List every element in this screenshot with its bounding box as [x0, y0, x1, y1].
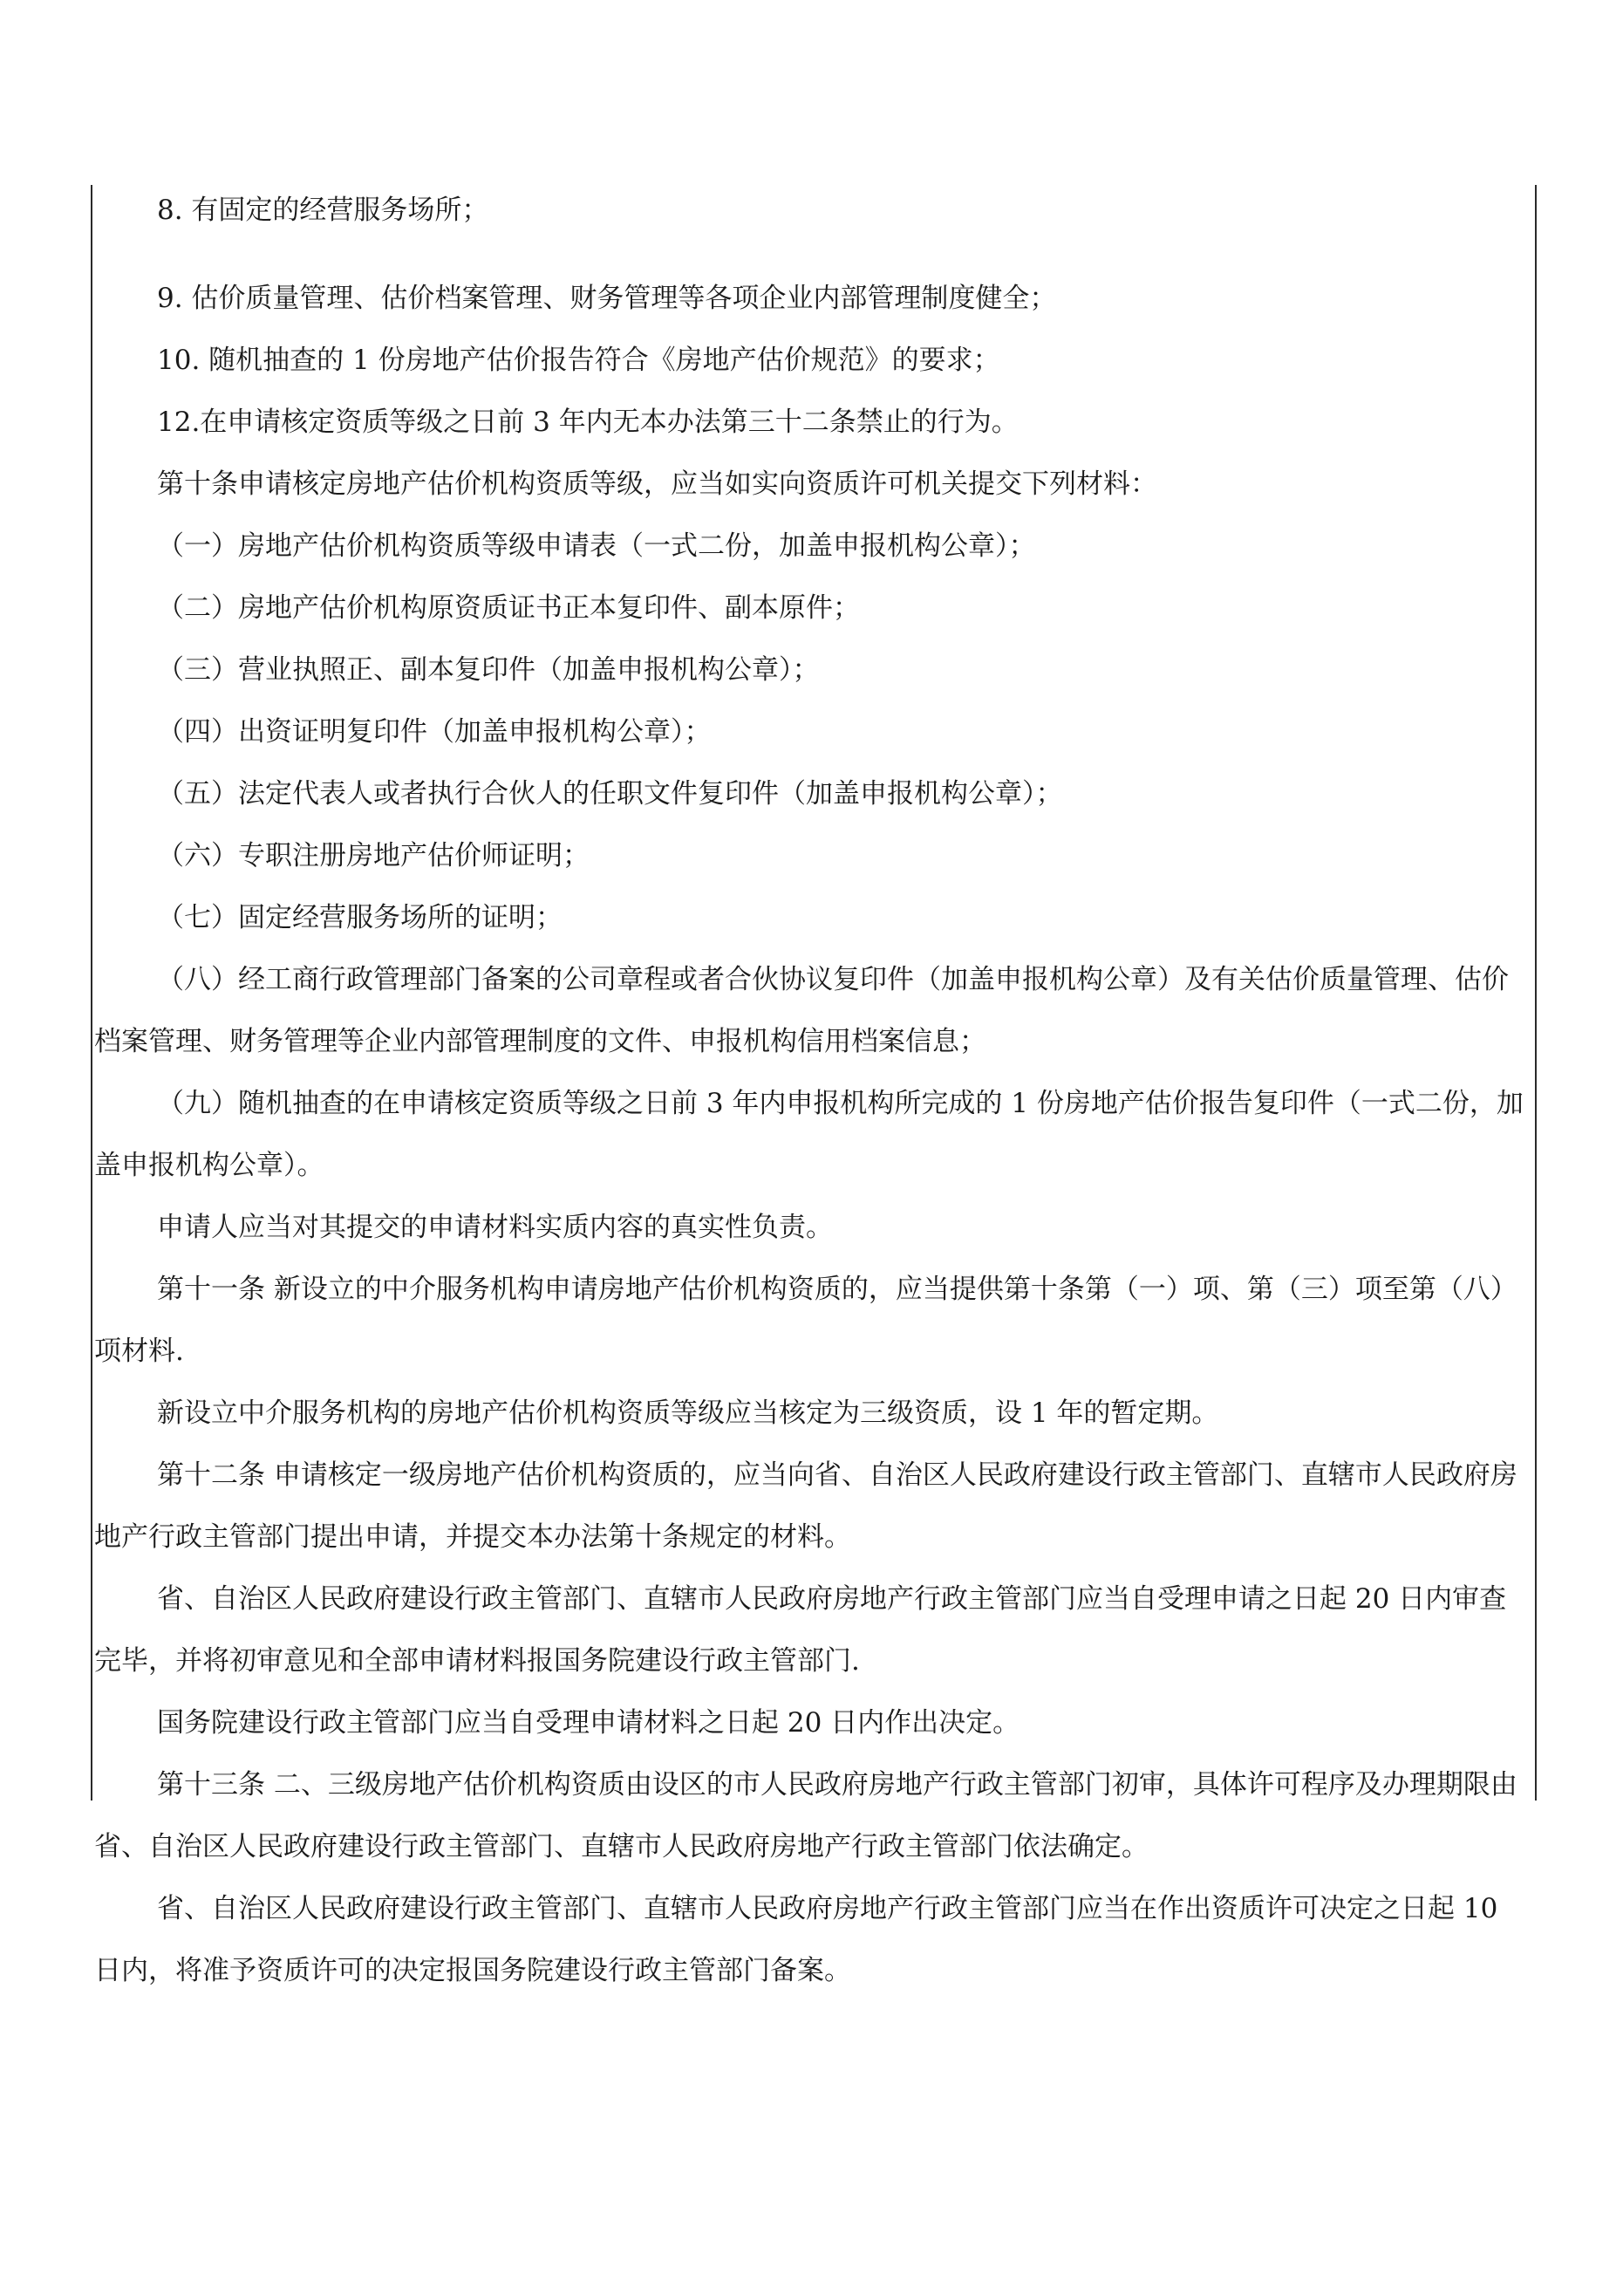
paragraph: 申请人应当对其提交的申请材料实质内容的真实性负责。: [157, 1212, 833, 1243]
paragraph: （九）随机抽查的在申请核定资质等级之日前 3 年内申报机构所完成的 1 份房地产估价报告复印件（一式二份，加盖申报机构公章）。: [94, 1088, 1524, 1181]
paragraph: 12.在申请核定资质等级之日前 3 年内无本办法第三十二条禁止的行为。: [157, 407, 1019, 438]
right-border-line: [1535, 185, 1537, 1801]
paragraph: （四）出资证明复印件（加盖申报机构公章）；: [157, 716, 712, 748]
paragraph: 8. 有固定的经营服务场所；: [157, 195, 489, 226]
paragraph: 省、自治区人民政府建设行政主管部门、直辖市人民政府房地产行政主管部门应当自受理申请之日起 20 日内审查完毕，并将初审意见和全部申请材料报国务院建设行政主管部门.: [94, 1583, 1507, 1677]
paragraph: 9. 估价质量管理、估价档案管理、财务管理等各项企业内部管理制度健全；: [157, 283, 1057, 314]
paragraph: （二）房地产估价机构原资质证书正本复印件、副本原件；: [157, 592, 860, 624]
paragraph: （五）法定代表人或者执行合伙人的任职文件复印件（加盖申报机构公章）；: [157, 778, 1063, 810]
paragraph: （六）专职注册房地产估价师证明；: [157, 840, 590, 871]
paragraph: （七）固定经营服务场所的证明；: [157, 902, 563, 933]
paragraph: （三）营业执照正、副本复印件（加盖申报机构公章）；: [157, 654, 820, 686]
paragraph: 第十三条 二、三级房地产估价机构资质由设区的市人民政府房地产行政主管部门初审，具体许可程序及办理期限由省、自治区人民政府建设行政主管部门、直辖市人民政府房地产行政主管部门依法确定。: [94, 1769, 1517, 1862]
document-body: [94, 180, 1530, 2002]
paragraph: （一）房地产估价机构资质等级申请表（一式二份，加盖申报机构公章）；: [157, 530, 1036, 562]
paragraph: 10. 随机抽查的 1 份房地产估价报告符合《房地产估价规范》的要求；: [157, 345, 1000, 376]
paragraph: 第十二条 申请核定一级房地产估价机构资质的，应当向省、自治区人民政府建设行政主管部门、直辖市人民政府房地产行政主管部门提出申请，并提交本办法第十条规定的材料。: [94, 1459, 1517, 1553]
paragraph: 省、自治区人民政府建设行政主管部门、直辖市人民政府房地产行政主管部门应当在作出资质许可决定之日起 10 日内，将准予资质许可的决定报国务院建设行政主管部门备案。: [94, 1893, 1498, 1986]
left-border-line: [91, 185, 92, 1801]
paragraph: （八）经工商行政管理部门备案的公司章程或者合伙协议复印件（加盖申报机构公章）及有关估价质量管理、估价档案管理、财务管理等企业内部管理制度的文件、申报机构信用档案信息；: [94, 964, 1509, 1057]
paragraph: 第十一条 新设立的中介服务机构申请房地产估价机构资质的，应当提供第十条第（一）项、第（三）项至第（八）项材料.: [94, 1274, 1517, 1367]
paragraph: 新设立中介服务机构的房地产估价机构资质等级应当核定为三级资质，设 1 年的暂定期。: [157, 1397, 1219, 1429]
paragraph: 第十条申请核定房地产估价机构资质等级，应当如实向资质许可机关提交下列材料：: [157, 468, 1157, 500]
paragraph: 国务院建设行政主管部门应当自受理申请材料之日起 20 日内作出决定。: [157, 1707, 1020, 1739]
